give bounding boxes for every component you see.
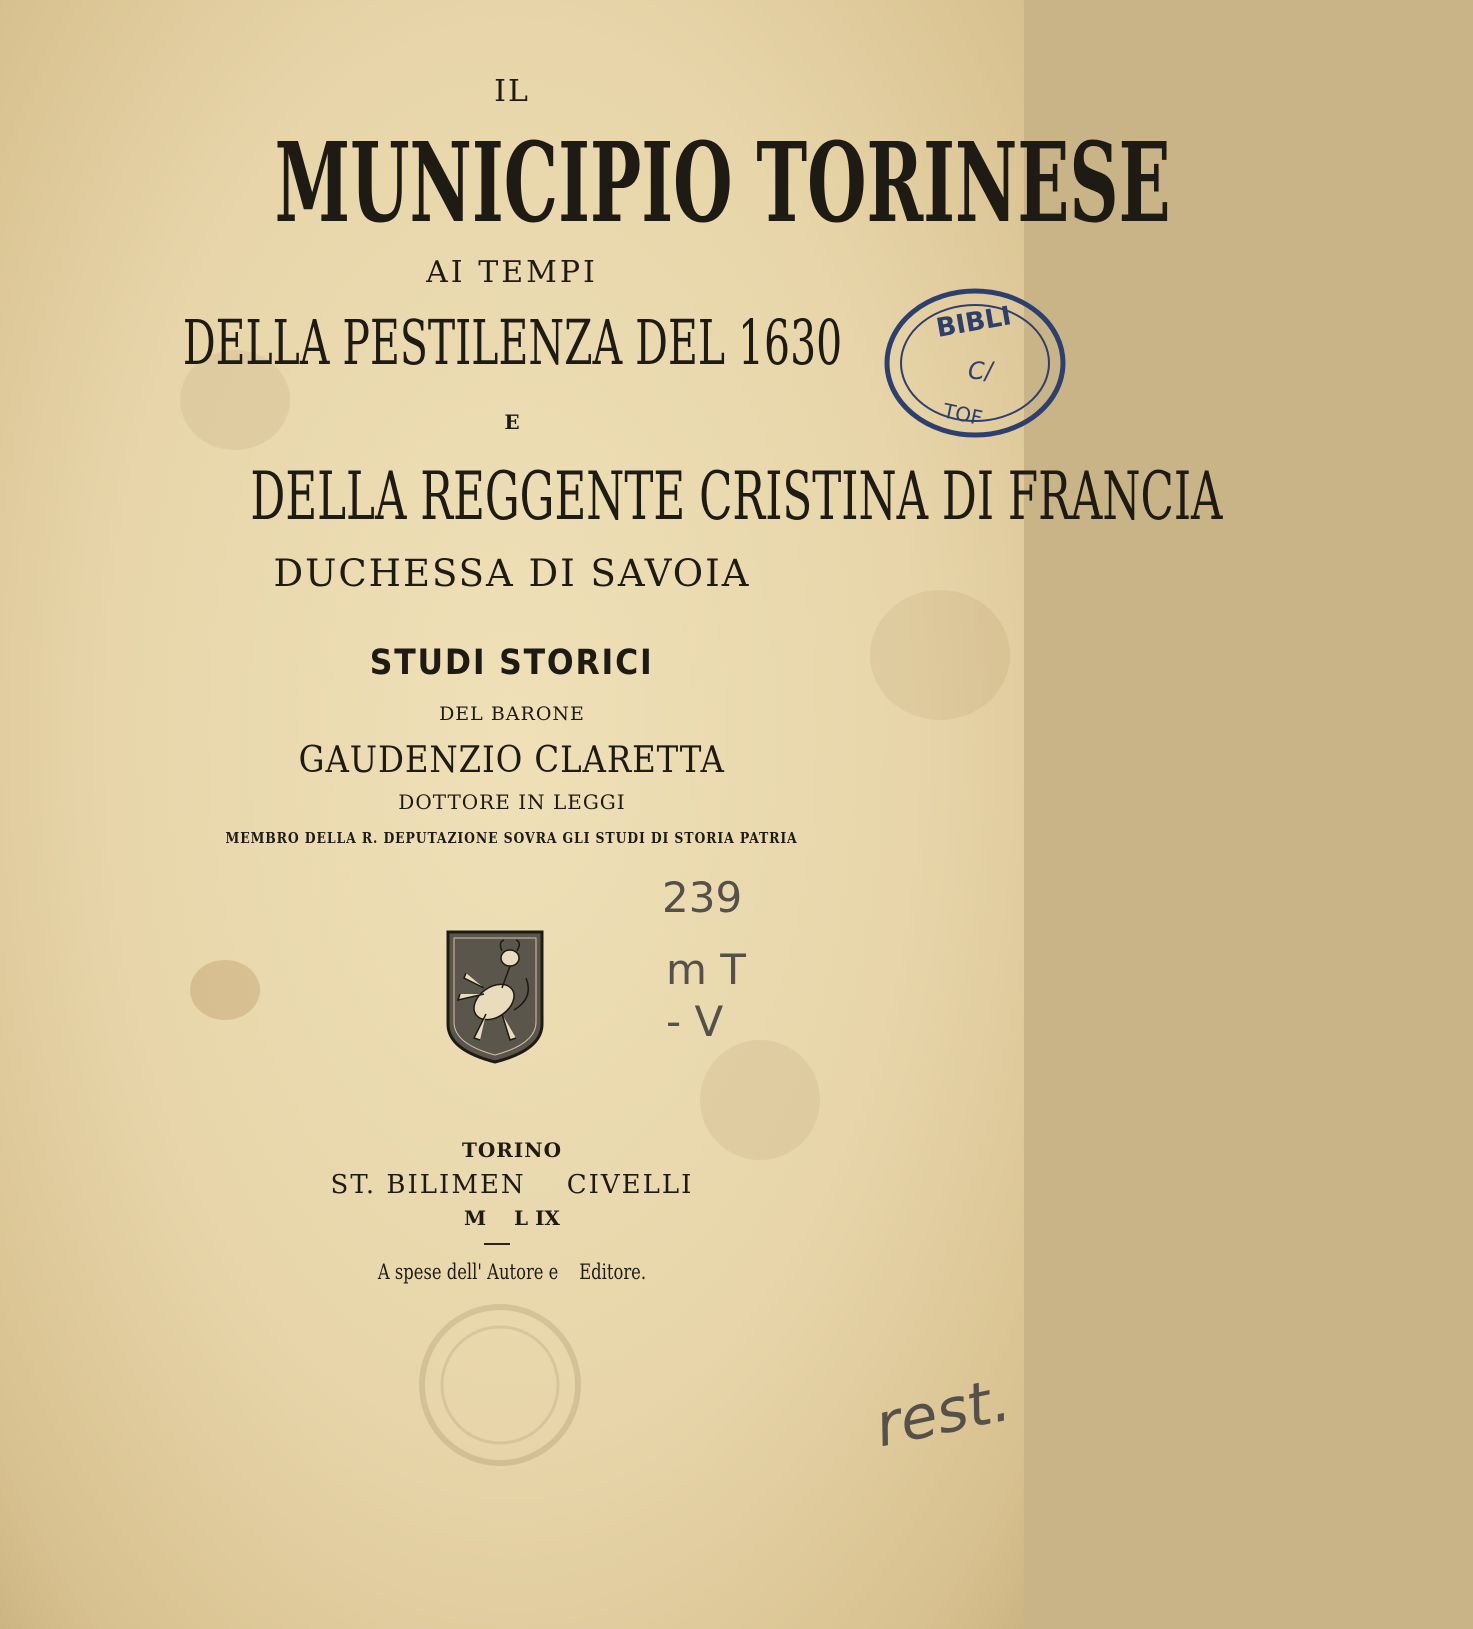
title-article: IL — [494, 74, 530, 109]
title-conjunction: E — [504, 410, 520, 434]
author-membership — [0, 830, 1024, 847]
imprint-printer: ST. BILIMEN CIVELLI — [330, 1170, 694, 1200]
main-title-text: MUNICIPIO TORINESE — [274, 118, 1171, 247]
main-title — [0, 118, 1171, 247]
author-membership-text: MEMBRO DELLA R. DEPUTAZIONE SOVRA GLI STUDI DI STORIA PATRIA — [225, 830, 799, 847]
title-line-pestilenza — [0, 306, 1024, 379]
imprint-year: M L IX — [464, 1206, 560, 1230]
subtitle — [0, 643, 1024, 683]
author-name — [0, 740, 1024, 781]
coat-of-arms-bull-icon — [444, 928, 546, 1064]
imprint-city: TORINO — [462, 1138, 562, 1162]
author-degree: DOTTORE IN LEGGI — [398, 790, 626, 814]
title-line-reggente — [0, 458, 1223, 535]
author-intro: DEL BARONE — [439, 703, 585, 725]
library-stamp-icon — [880, 275, 1040, 450]
imprint-note — [0, 1260, 1024, 1284]
author-name-text: GAUDENZIO CLARETTA — [298, 740, 726, 781]
imprint-note-text: A spese dell' Autore e Editore. — [377, 1260, 647, 1284]
title-line-duchessa: DUCHESSA DI SAVOIA — [273, 552, 751, 595]
stamp-line-3: TOF — [940, 398, 985, 431]
title-line-ai-tempi: AI TEMPI — [426, 255, 598, 290]
embossed-seal-icon — [400, 1300, 600, 1470]
stamp-line-1: BIBLI — [934, 301, 1014, 344]
handwritten-mark: m T — [666, 945, 746, 994]
stamp-line-2: C/ — [968, 357, 993, 385]
divider — [484, 1243, 510, 1245]
subtitle-text: STUDI STORICI — [370, 643, 654, 683]
foxing-spot — [190, 960, 260, 1020]
handwritten-note: rest. — [869, 1364, 1017, 1462]
handwritten-shelf-number: 239 — [662, 873, 743, 922]
handwritten-mark: - V — [666, 997, 724, 1046]
title-line-pestilenza-text: DELLA PESTILENZA DEL 1630 — [182, 306, 842, 379]
title-line-reggente-text: DELLA REGGENTE CRISTINA DI FRANCIA — [250, 458, 1223, 535]
